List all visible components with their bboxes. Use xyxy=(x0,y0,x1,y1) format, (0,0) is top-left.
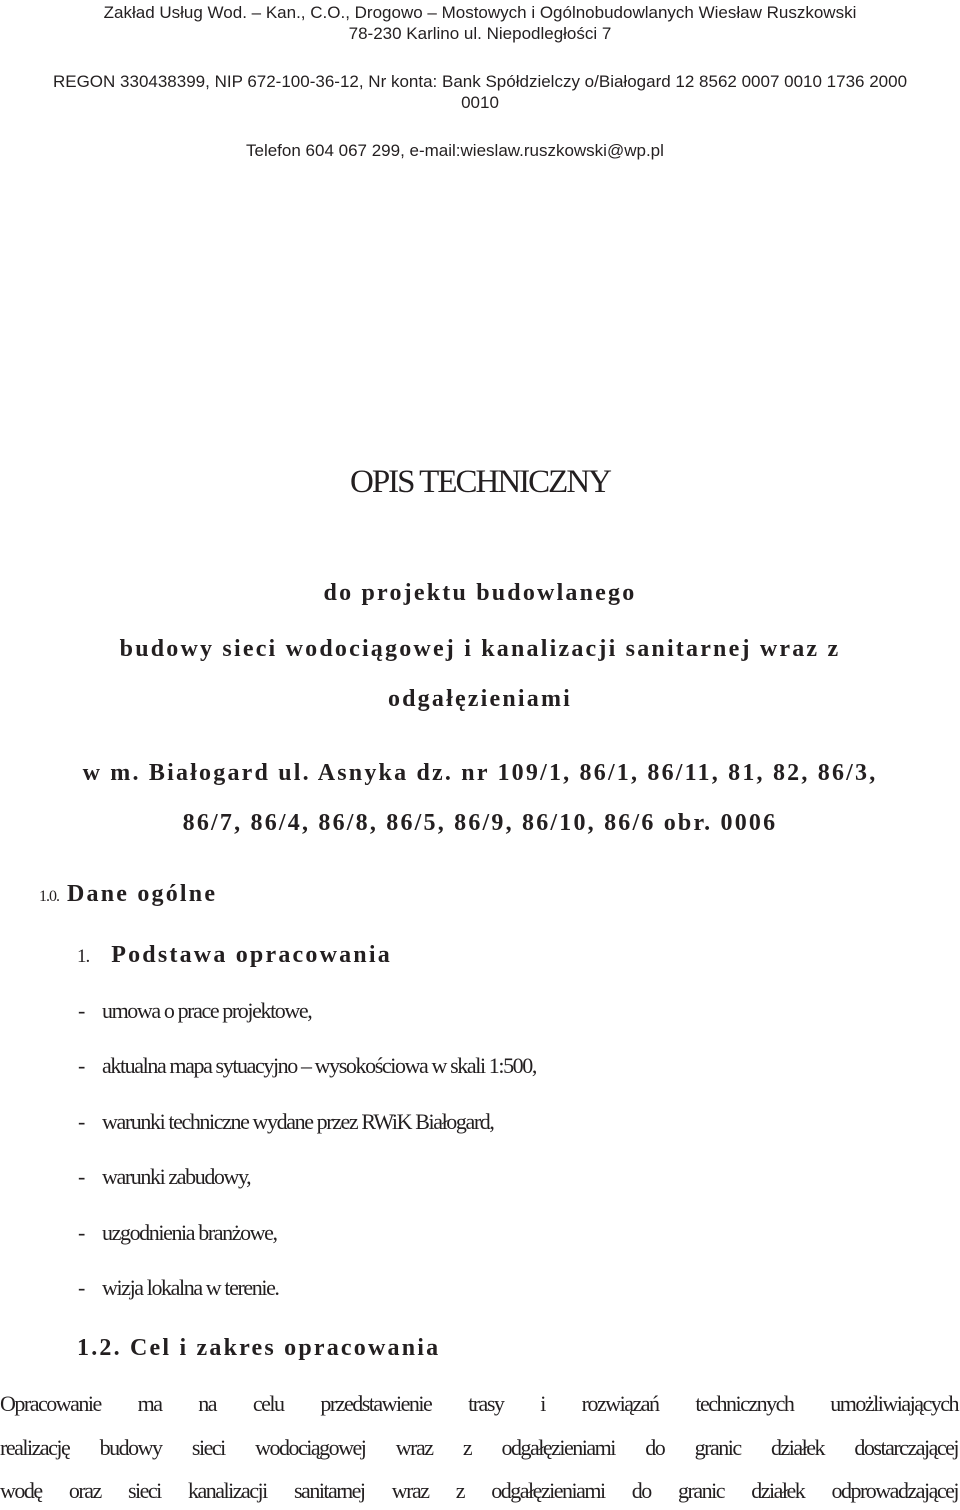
subtitle-line-1: do projektu budowlanego xyxy=(323,580,637,606)
list-bullet: - xyxy=(78,1109,84,1134)
section-1-0-heading xyxy=(39,879,217,909)
list-item xyxy=(78,1052,536,1080)
company-registry-line-continued: 0010 xyxy=(461,93,499,112)
list-item xyxy=(78,997,311,1025)
section-number: 1.0. xyxy=(39,888,59,905)
list-item-text: uzgodnienia branżowe, xyxy=(102,1220,277,1245)
subtitle-line-3: odgałęzieniami xyxy=(387,686,573,712)
location-line-1: w m. Białogard ul. Asnyka dz. nr 109/1, 86/1, 86/11, 81, 82, 86/3, xyxy=(82,760,878,786)
list-item xyxy=(78,1274,279,1302)
section-number: 1. xyxy=(77,946,90,967)
section-1-heading xyxy=(77,940,392,970)
paragraph-line: realizację budowy sieci wodociągowej wraz z odgałęzieniami do granic działek dostarczającej xyxy=(0,1435,958,1460)
paragraph-line: wodę oraz sieci kanalizacji sanitarnej wraz z odgałęzieniami do granic działek odprowadzającej xyxy=(0,1478,958,1503)
document-title: OPIS TECHNICZNY xyxy=(350,464,610,500)
list-item-text: warunki techniczne wydane przez RWiK Białogard, xyxy=(102,1109,494,1134)
list-item xyxy=(78,1163,250,1191)
section-title: Dane ogólne xyxy=(67,881,218,907)
section-1-2-heading: 1.2. Cel i zakres opracowania xyxy=(77,1335,441,1361)
list-bullet: - xyxy=(78,1275,84,1300)
company-contact-line: Telefon 604 067 299, e-mail:wieslaw.ruszkowski@wp.pl xyxy=(246,141,664,160)
list-bullet: - xyxy=(78,998,84,1023)
section-title: Podstawa opracowania xyxy=(111,942,392,968)
company-registry-line: REGON 330438399, NIP 672-100-36-12, Nr konta: Bank Spółdzielczy o/Białogard 12 8562 0007 0010 1736 2000 xyxy=(52,72,908,91)
location-line-2: 86/7, 86/4, 86/8, 86/5, 86/9, 86/10, 86/6 obr. 0006 xyxy=(182,810,778,836)
paragraph-line: Opracowanie ma na celu przedstawienie trasy i rozwiązań technicznych umożliwiających xyxy=(0,1391,958,1416)
list-item-text: aktualna mapa sytuacyjno – wysokościowa w skali 1:500, xyxy=(102,1053,536,1078)
company-name-line: Zakład Usług Wod. – Kan., C.O., Drogowo – Mostowych i Ogólnobudowlanych Wiesław Ruszkowski xyxy=(103,3,857,22)
list-bullet: - xyxy=(78,1220,84,1245)
list-bullet: - xyxy=(78,1053,84,1078)
list-item-text: wizja lokalna w terenie. xyxy=(102,1275,279,1300)
list-bullet: - xyxy=(78,1164,84,1189)
subtitle-line-2: budowy sieci wodociągowej i kanalizacji sanitarnej wraz z xyxy=(119,636,841,662)
list-item xyxy=(78,1108,493,1136)
company-address-line: 78-230 Karlino ul. Niepodległości 7 xyxy=(348,24,612,43)
list-item xyxy=(78,1219,277,1247)
list-item-text: umowa o prace projektowe, xyxy=(102,998,312,1023)
list-item-text: warunki zabudowy, xyxy=(102,1164,251,1189)
